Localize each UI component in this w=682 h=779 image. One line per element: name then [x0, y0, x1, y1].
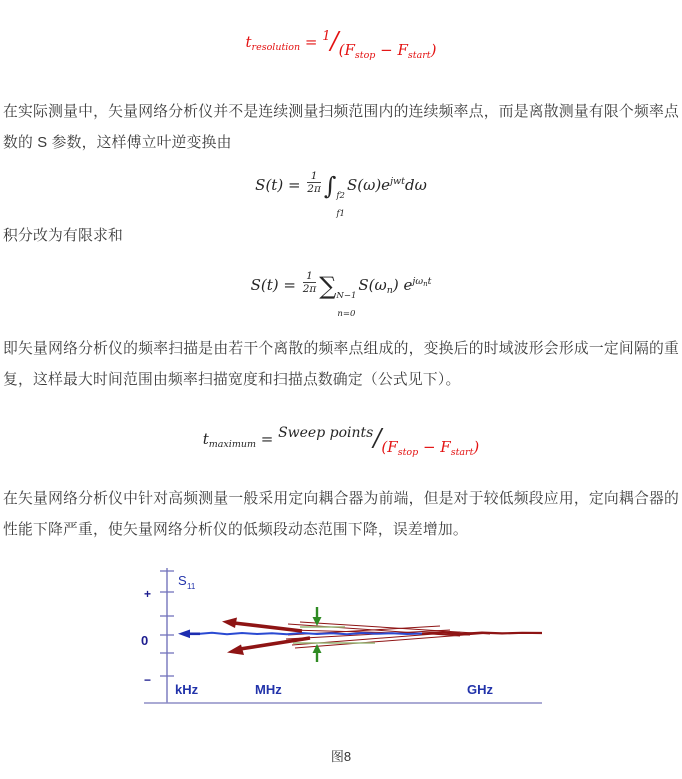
- den-close: ): [473, 438, 480, 456]
- green-arrow-up-icon: [313, 644, 322, 653]
- s11-label-sub: 11: [187, 582, 196, 591]
- formula-tail: dω: [404, 176, 427, 195]
- formula-base: t: [202, 430, 209, 448]
- limit-lower: n=0: [337, 308, 356, 319]
- s11-label: S: [178, 573, 187, 588]
- s11-frequency-plot: [130, 560, 560, 715]
- fraction: [307, 170, 321, 195]
- exp-sub: n: [423, 280, 428, 289]
- blue-arrow-icon: [178, 630, 190, 639]
- den-sub-stop: stop: [397, 447, 419, 458]
- integral-limits: [336, 192, 345, 218]
- limit-upper: N−1: [336, 291, 357, 302]
- fraction-slash: /: [330, 27, 339, 55]
- red-arrow-lower-icon: [227, 645, 244, 656]
- formula-finite-sum: [0, 270, 682, 318]
- y-tick-label-plus: +: [144, 587, 152, 601]
- den-sub-start: start: [407, 50, 431, 61]
- green-arrow-down-icon: [313, 617, 322, 626]
- paragraph-2: 积分改为有限求和: [3, 228, 123, 244]
- formula-body: S(ω)e: [346, 176, 391, 195]
- formula-lhs: S(t) =: [255, 176, 306, 195]
- limit-upper: f2: [336, 191, 345, 202]
- equals-sign: =: [300, 33, 323, 51]
- integral-sign: ∫: [323, 172, 337, 201]
- fraction-slash: /: [373, 424, 382, 452]
- red-trace-band: [422, 633, 542, 634]
- den-open: (F: [381, 438, 398, 456]
- x-label-mhz: MHz: [255, 682, 282, 697]
- limit-lower: f1: [336, 208, 345, 219]
- red-trace-fan: [286, 622, 490, 648]
- paragraph-3: 即矢量网络分析仪的频率扫描是由若干个离散的频率点组成的，变换后的时域波形会形成一定间隔的重复，这样最大时间范围由频率扫描宽度和扫描点数确定（公式见下）。: [3, 341, 679, 388]
- x-label-ghz: GHz: [467, 682, 493, 697]
- exponent: [412, 276, 431, 287]
- paragraph-1: 在实际测量中，矢量网络分析仪并不是连续测量扫频范围内的连续频率点，而是离散测量有限个频率点数的 S 参数，这样傅立叶逆变换由: [3, 104, 679, 151]
- blue-trace: [197, 633, 422, 635]
- formula-inverse-fourier-integral: [0, 170, 682, 218]
- formula-numerator: 1: [322, 29, 331, 44]
- den-mid: − F: [418, 438, 451, 456]
- den-close: ): [430, 41, 437, 59]
- paragraph-4: 在矢量网络分析仪中针对高频测量一般采用定向耦合器为前端，但是对于较低频段应用，定向耦合器的性能下降严重，使矢量网络分析仪的低频段动态范围下降，误差增加。: [3, 491, 679, 538]
- formula-denominator: [381, 438, 479, 456]
- y-tick-label-minus: −: [144, 673, 152, 687]
- formula-base: t: [245, 33, 252, 51]
- formula-sub: maximum: [208, 439, 256, 450]
- den-mid: − F: [375, 41, 408, 59]
- y-tick-label-zero: 0: [141, 633, 149, 648]
- figure-caption: 图8: [330, 749, 352, 764]
- formula-t-maximum: [0, 424, 682, 458]
- formula-lhs: S(t) =: [250, 276, 301, 295]
- exp-tail: t: [427, 276, 432, 288]
- frac-den: 2π: [302, 283, 317, 296]
- den-open: (F: [338, 41, 355, 59]
- figure-8: [130, 560, 560, 715]
- sum-sign: ∑: [319, 272, 337, 301]
- den-sub-stop: stop: [354, 50, 376, 61]
- fraction: [303, 270, 317, 295]
- equals-sign: =: [255, 430, 279, 448]
- body-close: ) e: [392, 276, 413, 295]
- formula-denominator: [339, 41, 437, 59]
- sum-limits: [336, 292, 356, 318]
- frac-num: 1: [303, 270, 317, 283]
- formula-sub: resolution: [251, 42, 301, 53]
- formula-t-resolution: [0, 27, 682, 61]
- red-arrow-upper-icon: [222, 618, 237, 629]
- exp-head: jω: [412, 276, 424, 288]
- formula-numerator: Sweep points: [278, 425, 374, 441]
- body-sub: n: [386, 285, 393, 297]
- formula-body: S(ω: [358, 276, 387, 295]
- den-sub-start: start: [450, 447, 474, 458]
- frac-num: 1: [307, 170, 321, 183]
- x-label-khz: kHz: [175, 682, 199, 697]
- frac-den: 2π: [307, 183, 321, 196]
- exponent: jwt: [390, 176, 405, 188]
